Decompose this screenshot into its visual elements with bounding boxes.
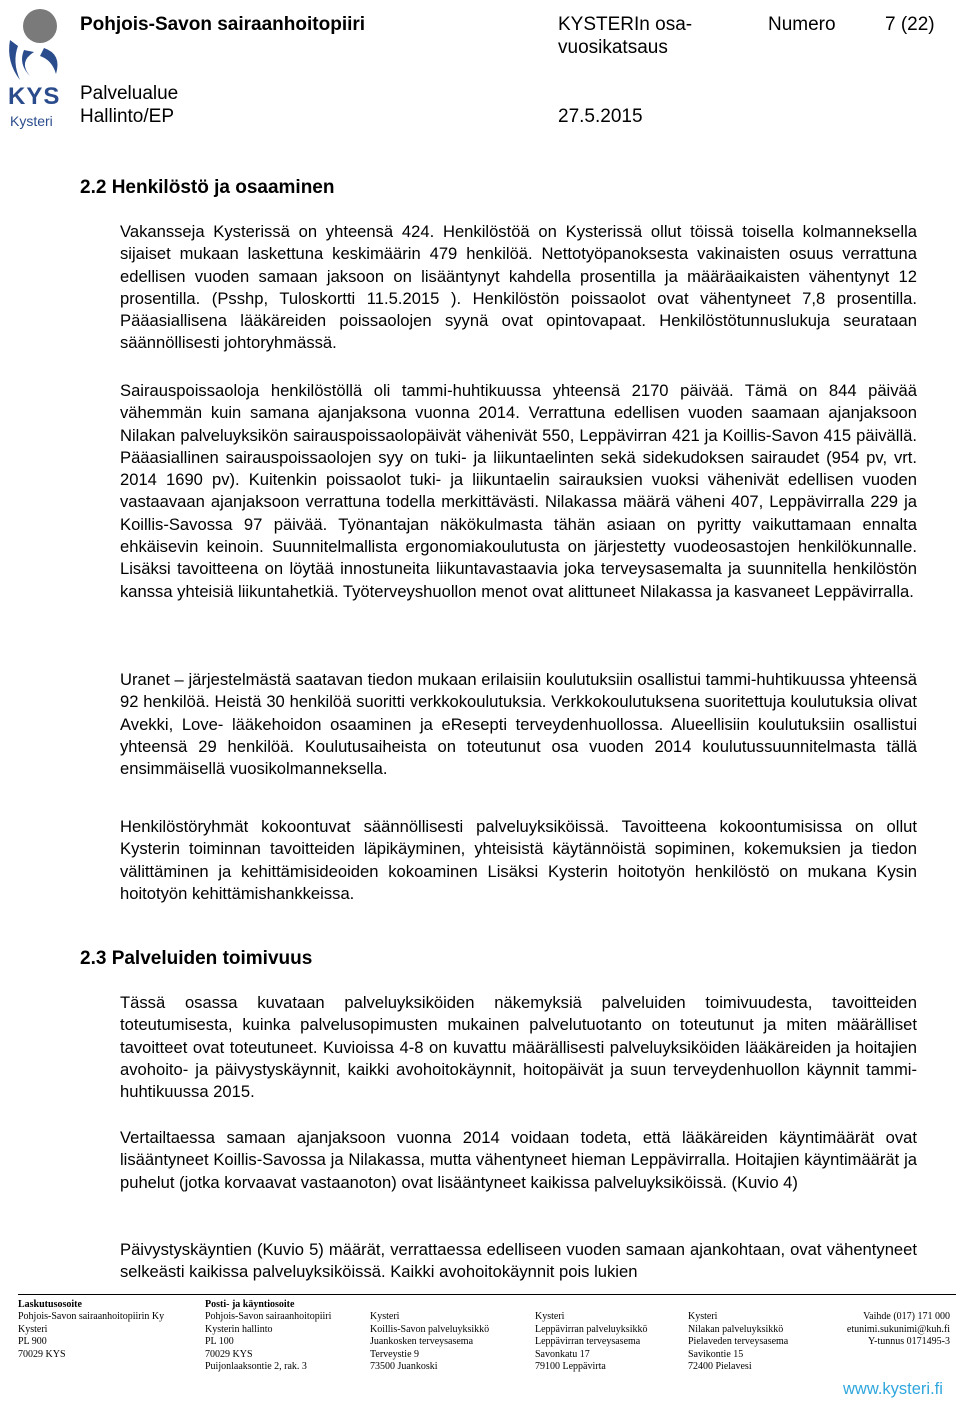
footer-title: Posti- ja käyntiosoite — [205, 1299, 295, 1310]
footer-line: Leppävirran palveluyksikkö — [535, 1323, 648, 1335]
footer-line: Savonkatu 17 — [535, 1348, 590, 1360]
unit: Hallinto/EP — [80, 106, 174, 127]
doc-title-line-2: vuosikatsaus — [558, 37, 668, 58]
footer-line: Kysterin hallinto — [205, 1323, 273, 1335]
footer-line: Pohjois-Savon sairaanhoitopiirin Ky — [18, 1311, 165, 1323]
footer-line: 79100 Leppävirta — [535, 1360, 606, 1372]
footer-title — [535, 1299, 647, 1311]
footer-line: 72400 Pielavesi — [688, 1360, 752, 1372]
paragraph: Päivystyskäyntien (Kuvio 5) määrät, verrattaessa edelliseen vuoden samaan ajankohtaan, ovat vähentyneet selkeästi kaikissa palveluyksiköissä. Kaikki avohoitokäynnit pois lukien — [120, 1240, 917, 1282]
footer-line: PL 100 — [205, 1336, 234, 1348]
org-name: Pohjois-Savon sairaanhoitopiiri — [80, 14, 366, 35]
paragraph: Vakansseja Kysterissä on yhteensä 424. Henkilöstöä on Kysterissä ollut töissä toisella kolmanneksella sijaiset mukaan laskettuna keskimäärin 479 henkilöä. Nettotyöpanoksesta vakinaisten osuus verrattuna edellisen vuoden samaan jaksoon on lisääntynyt kahdella prosentilla ja määräaikaisten vähentynyt 12 prosentilla. (Psshp, Tuloskortti 11.5.2015 ). Henkilöstön poissaolot ovat vähentyneet 7,8 prosentilla. Pääasiallisena lääkäreiden poissaolojen syynä ovat opintovapaat. Henkilöstötunnuslukuja seurataan säännöllisesti johtoryhmässä. — [120, 222, 917, 353]
paragraph: Tässä osassa kuvataan palveluyksiköiden näkemyksiä palveluiden toimivuudesta, tavoitteiden toteutumisesta, kuinka palvelusopimusten mukainen palvelutuotanto on toteutunut ja miten määrälliset tavoitteet ovat toteutuneet. Kuvioissa 4-8 on kuvattu määrällisesti palveluyksiköiden lääkäreiden ja hoitajien avohoito- ja päivystyskäynnit, kaikki avohoitokäynnit, hoitopäivät ja suun terveydenhuollon käynnit tammi-huhtikuussa 2015. — [120, 993, 917, 1102]
footer-line: PL 900 — [18, 1336, 47, 1348]
website-link[interactable]: www.kysteri.fi — [843, 1380, 943, 1398]
footer-title: Laskutusosoite — [18, 1299, 82, 1310]
paragraph: Vertailtaessa samaan ajanjaksoon vuonna 2014 voidaan todeta, että lääkäreiden käyntimäärät ovat lisääntyneet Koillis-Savossa ja Nilakassa, mutta vähentyneet hieman Leppävirralla. Hoitajien käyntimäärät ja puhelut (jotka korvaavat vastaanoton) ovat lisääntyneet kaikissa palveluyksiköissä. (Kuvio 4) — [120, 1128, 917, 1192]
footer-line: Terveystie 9 — [370, 1348, 420, 1360]
number-label: Numero — [768, 14, 836, 35]
footer-line: Koillis-Savon palveluyksikkö — [370, 1323, 490, 1335]
section-heading-2-3: 2.3 Palveluiden toimivuus — [80, 948, 313, 969]
footer-line: Juankosken terveysasema — [370, 1336, 474, 1348]
footer-line: 70029 KYS — [18, 1348, 66, 1360]
paragraph: Uranet – järjestelmästä saatavan tiedon mukaan erilaisiin koulutuksiin osallistui tammi-huhtikuussa yhteensä 92 henkilöä. Heistä 30 henkilöä suoritti verkkokoulutuksia. Verkkokoulutuksena suoritettuja koulutuksia olivat Avekki, Love- lääkehoidon osaaminen ja eResepti terveydenhuollossa. Alueellisiin koulutuksiin osallistui yhteensä 29 henkilöä. Koulutusaiheista on toteutunut osa vuoden 2014 koulutussuunnitelmasta tällä ensimmäisellä vuosikolmanneksella. — [120, 670, 917, 779]
footer-phone: Vaihde (017) 171 000 — [863, 1311, 950, 1323]
footer-line: Pielaveden terveysasema — [688, 1336, 789, 1348]
footer-koillis-savo — [370, 1299, 489, 1373]
page-number: 7 (22) — [885, 14, 935, 35]
logo-text: KYS — [8, 83, 61, 110]
footer-line: Nilakan palveluyksikkö — [688, 1323, 784, 1335]
footer-divider — [18, 1294, 956, 1295]
footer-line: Leppävirran terveysasema — [535, 1336, 641, 1348]
footer-title — [830, 1299, 950, 1311]
footer-title — [370, 1299, 489, 1311]
footer-line: Kysteri — [688, 1311, 718, 1323]
logo-subtext: Kysteri — [10, 113, 53, 129]
footer-title — [688, 1299, 788, 1311]
doc-title-line-1: KYSTERIn osa- — [558, 14, 693, 35]
footer-line: Puijonlaaksontie 2, rak. 3 — [205, 1360, 307, 1372]
footer-line: Kysteri — [370, 1311, 400, 1323]
footer-business-id: Y-tunnus 0171495-3 — [868, 1336, 950, 1348]
footer-line: Savikontie 15 — [688, 1348, 744, 1360]
paragraph: Henkilöstöryhmät kokoontuvat säännöllisesti palveluyksiköissä. Tavoitteena kokoontumisissa on ollut Kysterin toiminnan tavoitteiden läpikäyminen, yhteisistä käytännöistä sopiminen, kokemuksien ja tiedon välittäminen ja kehittämisideoiden kokoaminen Lisäksi Kysterin hoitotyön henkilöstö on mukana Kysin hoitotyön kehittämishankkeissa. — [120, 817, 917, 903]
footer-postal-address — [205, 1299, 331, 1373]
footer-email[interactable]: etunimi.sukunimi@kuh.fi — [846, 1323, 950, 1335]
paragraph: Sairauspoissaoloja henkilöstöllä oli tammi-huhtikuussa yhteensä 2170 päivää. Tämä on 844 päivää vähemmän kuin samana ajanjaksona vuonna 2014. Verrattuna edellisen vuoden saamaan ajanjaksoon Nilakan palveluyksikön sairauspoissaolopäivät vähenivät 550, Leppävirran 421 ja Koillis-Savon 415 päivällä. Pääasiallinen sairauspoissaolojen syy on tuki- ja liikuntaelinten sekä sidekudoksen sairaudet (954 pv, vrt. 2014 1690 pv). Kuitenkin poissaolot tuki- ja liikuntaelin sairauksien vuoksi vähenivät edellisen vuoden vastaavaan ajanjaksoon verrattuna todella merkittävästi. Nilakassa määrä väheni 407, Leppävirralla 229 ja Koillis-Savossa 97 päivää. Työnantajan näkökulmasta tähän asiaan on pyritty vaikuttamaan ennalta ehkäisevin keinoin. Suunnitelmallista ergonomiakoulutusta on järjestetty vuodeosastojen henkilökunnalle. Lisäksi tavoitteena on löytää innostuneita liikuntavastaavia joka terveysasemalta ja suunnitella henkilöstön kanssa yhteisiä liikuntahetkiä. Työterveyshuollon menot ovat alittuneet Nilakassa ja kasvaneet Leppävirralla. — [120, 381, 917, 601]
footer-leppavirta — [535, 1299, 647, 1373]
footer-nilakka — [688, 1299, 788, 1373]
footer-line: Pohjois-Savon sairaanhoitopiiri — [205, 1311, 332, 1323]
section-heading-2-2: 2.2 Henkilöstö ja osaaminen — [80, 177, 335, 198]
area-label: Palvelualue — [80, 83, 179, 104]
footer-line: 70029 KYS — [205, 1348, 253, 1360]
footer-billing-address — [18, 1299, 164, 1361]
footer-line: Kysteri — [18, 1323, 48, 1335]
footer-contact — [830, 1299, 950, 1349]
footer-line: 73500 Juankoski — [370, 1360, 438, 1372]
footer-line: Kysteri — [535, 1311, 565, 1323]
date: 27.5.2015 — [558, 106, 643, 127]
